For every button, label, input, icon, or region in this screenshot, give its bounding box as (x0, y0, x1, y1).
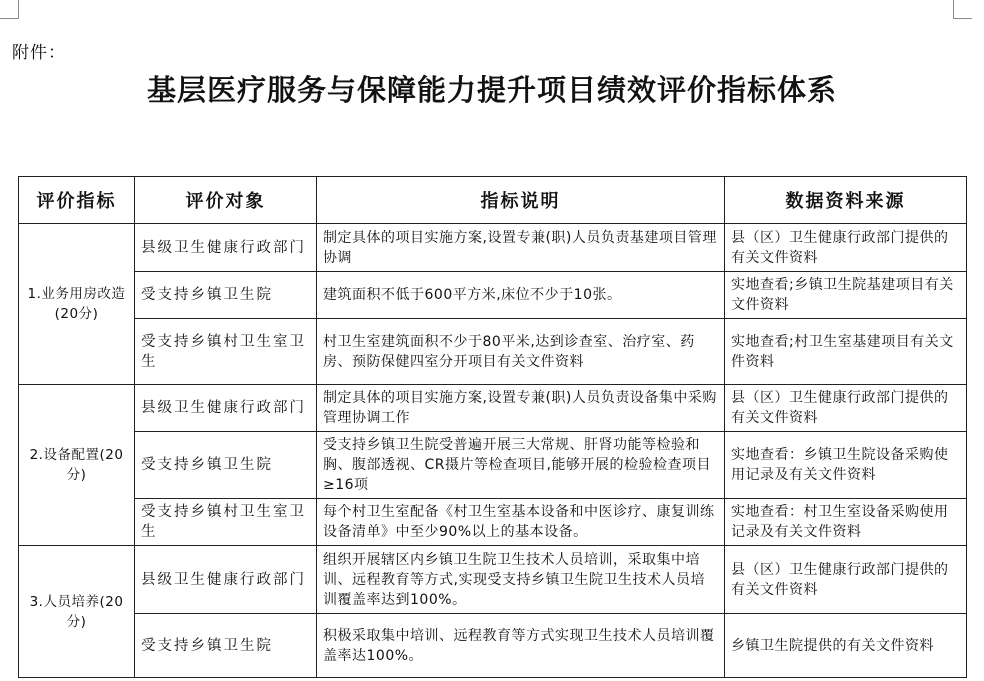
object-cell: 县级卫生健康行政部门 (135, 224, 317, 272)
object-cell: 受支持乡镇卫生院 (135, 432, 317, 499)
description-cell: 村卫生室建筑面积不少于80平米,达到诊查室、治疗室、药房、预防保健四室分开项目有关文件资料 (317, 319, 725, 385)
indicator-cell: 3.人员培养(20分) (19, 546, 135, 678)
table-row (19, 614, 967, 678)
description-cell: 每个村卫生室配备《村卫生室基本设备和中医诊疗、康复训练设备清单》中至少90%以上的基本设备。 (317, 499, 725, 546)
object-cell: 受支持乡镇卫生院 (135, 272, 317, 319)
description-cell: 制定具体的项目实施方案,设置专兼(职)人员负责基建项目管理协调 (317, 224, 725, 272)
source-cell: 实地查看;乡镇卫生院基建项目有关文件资料 (725, 272, 967, 319)
indicator-cell: 2.设备配置(20分) (19, 385, 135, 546)
page-corner-mark-right (953, 0, 972, 19)
header-indicator: 评价指标 (19, 177, 135, 224)
table-header-row (19, 177, 967, 224)
table-row (19, 432, 967, 499)
source-cell: 县（区）卫生健康行政部门提供的有关文件资料 (725, 385, 967, 432)
header-source: 数据资料来源 (725, 177, 967, 224)
indicator-cell: 1.业务用房改造(20分) (19, 224, 135, 385)
source-cell: 实地查看;村卫生室基建项目有关文件资料 (725, 319, 967, 385)
table-row (19, 224, 967, 272)
header-description: 指标说明 (317, 177, 725, 224)
source-cell: 县（区）卫生健康行政部门提供的有关文件资料 (725, 546, 967, 614)
object-cell: 受支持乡镇村卫生室卫生 (135, 499, 317, 546)
source-cell: 实地查看：村卫生室设备采购使用记录及有关文件资料 (725, 499, 967, 546)
table-row (19, 319, 967, 385)
table-row (19, 546, 967, 614)
source-cell: 乡镇卫生院提供的有关文件资料 (725, 614, 967, 678)
table-row (19, 499, 967, 546)
evaluation-index-table (18, 176, 967, 678)
description-cell: 制定具体的项目实施方案,设置专兼(职)人员负责设备集中采购管理协调工作 (317, 385, 725, 432)
attachment-label: 附件： (12, 43, 66, 63)
source-cell: 县（区）卫生健康行政部门提供的有关文件资料 (725, 224, 967, 272)
page-corner-mark-left (0, 0, 19, 19)
header-object: 评价对象 (135, 177, 317, 224)
table-row (19, 272, 967, 319)
object-cell: 县级卫生健康行政部门 (135, 546, 317, 614)
source-cell: 实地查看：乡镇卫生院设备采购使用记录及有关文件资料 (725, 432, 967, 499)
object-cell: 受支持乡镇村卫生室卫生 (135, 319, 317, 385)
description-cell: 受支持乡镇卫生院受普遍开展三大常规、肝肾功能等检验和胸、腹部透视、CR摄片等检查项目,能够开展的检验检查项目≥16项 (317, 432, 725, 499)
object-cell: 县级卫生健康行政部门 (135, 385, 317, 432)
object-cell: 受支持乡镇卫生院 (135, 614, 317, 678)
description-cell: 建筑面积不低于600平方米,床位不少于10张。 (317, 272, 725, 319)
description-cell: 积极采取集中培训、远程教育等方式实现卫生技术人员培训覆盖率达100%。 (317, 614, 725, 678)
description-cell: 组织开展辖区内乡镇卫生院卫生技术人员培训，采取集中培训、远程教育等方式,实现受支持乡镇卫生院卫生技术人员培训覆盖率达到100%。 (317, 546, 725, 614)
document-title: 基层医疗服务与保障能力提升项目绩效评价指标体系 (146, 73, 837, 107)
table-row (19, 385, 967, 432)
